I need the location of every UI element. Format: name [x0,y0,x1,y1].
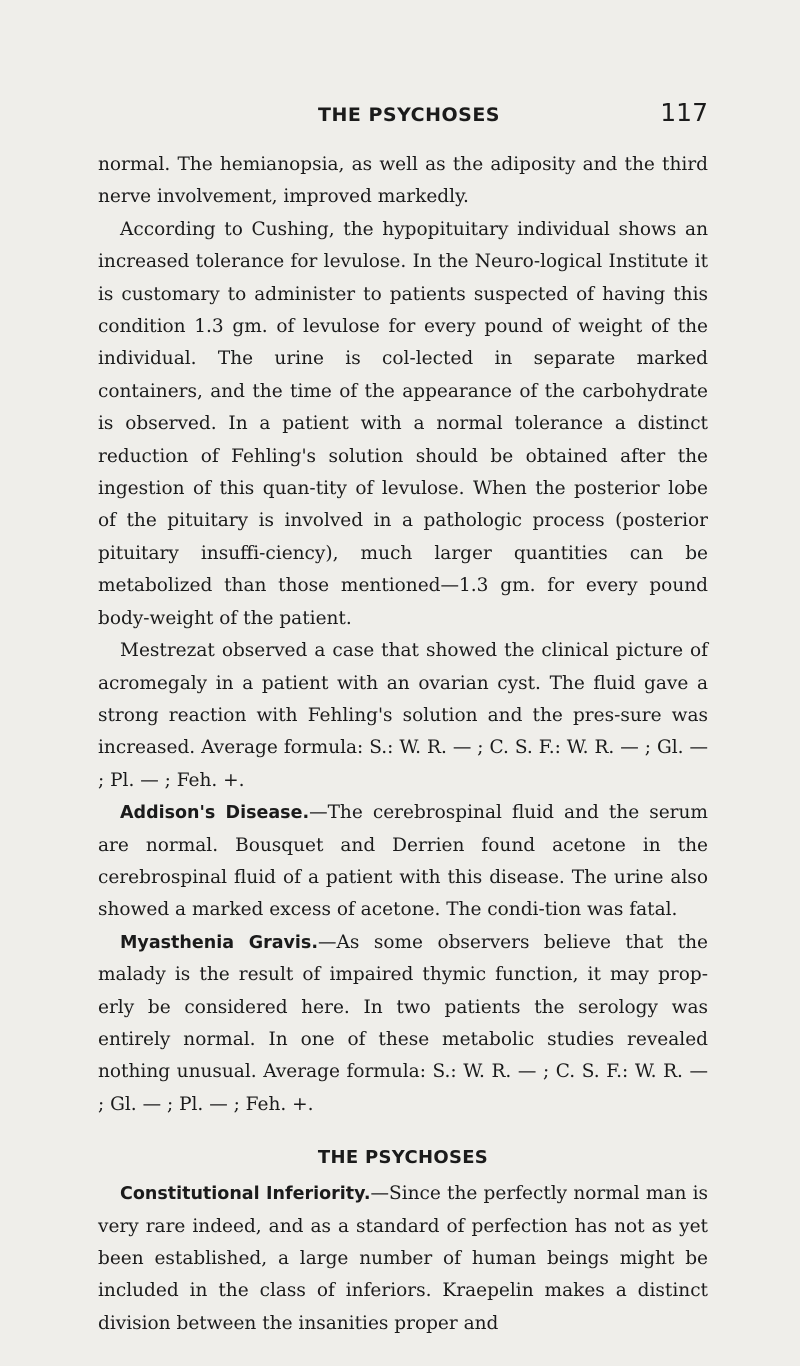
paragraph-text: —As some observers believe that the malady is the result of impaired thymic function, it may prop-erly be considered here. In two patients the serology was entirely normal. In one of these metabolic studies revealed nothing unusual. Average formula: S.: W. R. — ; C. S. F.: W. R. — ; Gl. — ; Pl. — ; Feh. +. [98,931,708,1115]
paragraph [98,797,708,927]
page-number: 117 [660,98,708,127]
paragraph-text: —Since the perfectly normal man is very rare indeed, and as a standard of perfection has not as yet been established, a large number of human beings might be included in the class of inferiors. Kraepelin makes a distinct division between the insanities proper and [98,1183,708,1334]
running-head [318,98,708,127]
running-head-title: THE PSYCHOSES [318,104,500,126]
paragraph [98,635,708,797]
paragraph-text: —The cerebrospinal fluid and the serum are normal. Bousquet and Derrien found acetone in the cerebrospinal fluid of a patient with this disease. The urine also showed a marked excess of acetone. The condi-tion was fatal. [98,802,708,921]
paragraph-text: normal. The hemianopsia, as well as the adiposity and the third nerve involvement, improved markedly. [98,154,708,208]
paragraph-text: According to Cushing, the hypopituitary individual shows an increased tolerance for levulose. In the Neuro-logical Institute it is customary to administer to patients suspected of having this condition 1.3 gm. of levulose for every pound of weight of the individual. The urine is col-lected in separate marked containers, and the time of the appearance of the carbohydrate is observed. In a patient with a normal tolerance a distinct reduction of Fehling's solution should be obtained after the ingestion of this quan-tity of levulose. When the posterior lobe of the pituitary is involved in a pathologic process (posterior pituitary insuffi-ciency), much larger quantities can be metabolized than those mentioned—1.3 gm. for every pound body-weight of the patient. [98,218,708,629]
paragraph-text: Mestrezat observed a case that showed the clinical picture of acromegaly in a patient with an ovarian cyst. The fluid gave a strong reaction with Fehling's solution and the pres-sure was increased. Average formula: S.: W. R. — ; C. S. F.: W. R. — ; Gl. — ; Pl. — ; Feh. +. [98,640,708,791]
paragraph [98,927,708,1121]
paragraph [98,214,708,635]
paragraph [98,1178,708,1340]
paragraph [98,149,708,214]
run-in-heading: Myasthenia Gravis. [120,932,318,953]
run-in-heading: Addison's Disease. [120,803,310,824]
run-in-heading: Constitutional Inferiority. [120,1184,371,1205]
page-body [98,149,708,1340]
section-heading: THE PSYCHOSES [317,1147,489,1169]
